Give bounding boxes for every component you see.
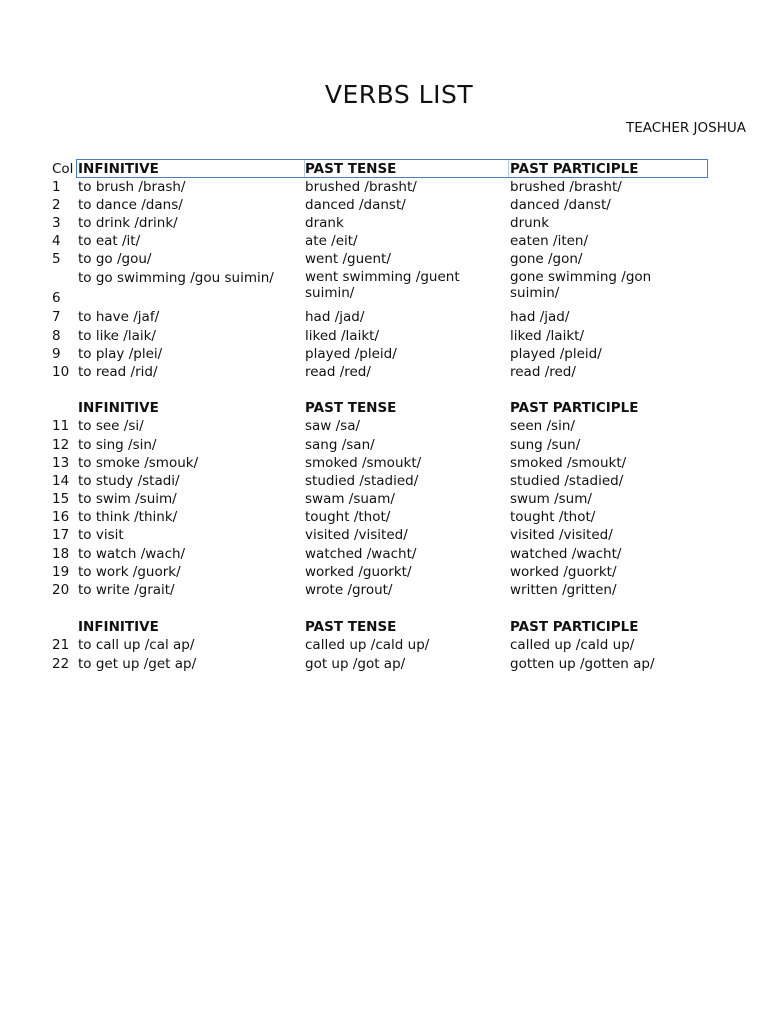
past-participle-cell[interactable]: had /jad/ bbox=[510, 309, 570, 325]
past-tense-cell[interactable]: sang /san/ bbox=[305, 437, 375, 453]
past-tense-cell[interactable]: visited /visited/ bbox=[305, 527, 408, 543]
past-participle-cell[interactable]: gotten up /gotten ap/ bbox=[510, 656, 655, 672]
past-tense-cell[interactable]: got up /got ap/ bbox=[305, 656, 406, 672]
header-past-participle[interactable]: PAST PARTICIPLE bbox=[510, 161, 639, 177]
table-row bbox=[0, 636, 768, 654]
past-participle-cell[interactable]: brushed /brasht/ bbox=[510, 179, 622, 195]
table-row bbox=[0, 655, 768, 673]
past-participle-cell[interactable]: tought /thot/ bbox=[510, 509, 596, 525]
past-participle-cell[interactable]: smoked /smoukt/ bbox=[510, 455, 627, 471]
header-row bbox=[0, 618, 768, 636]
row-number: 14 bbox=[52, 473, 70, 489]
past-tense-cell[interactable]: saw /sa/ bbox=[305, 418, 361, 434]
infinitive-cell[interactable]: to swim /suim/ bbox=[78, 491, 177, 507]
table-row bbox=[0, 214, 768, 232]
row-number: 20 bbox=[52, 582, 70, 598]
infinitive-cell[interactable]: to write /grait/ bbox=[78, 582, 175, 598]
row-number: 11 bbox=[52, 418, 70, 434]
header-row bbox=[0, 399, 768, 417]
row-number: 17 bbox=[52, 527, 70, 543]
header-infinitive[interactable]: INFINITIVE bbox=[78, 400, 159, 416]
table-row bbox=[0, 472, 768, 490]
past-tense-cell[interactable]: had /jad/ bbox=[305, 309, 365, 325]
table-row bbox=[0, 308, 768, 326]
row-number: 13 bbox=[52, 455, 70, 471]
table-row bbox=[0, 178, 768, 196]
past-participle-cell[interactable]: sung /sun/ bbox=[510, 437, 581, 453]
table-row bbox=[0, 508, 768, 526]
row-number: 8 bbox=[52, 328, 61, 344]
past-tense-cell[interactable]: watched /wacht/ bbox=[305, 546, 417, 562]
table-row bbox=[0, 232, 768, 250]
past-tense-cell[interactable]: brushed /brasht/ bbox=[305, 179, 417, 195]
row-number: 21 bbox=[52, 637, 70, 653]
row-number: 9 bbox=[52, 346, 61, 362]
row-number: 16 bbox=[52, 509, 70, 525]
past-tense-cell[interactable]: went /guent/ bbox=[305, 251, 391, 267]
infinitive-cell[interactable]: to sing /sin/ bbox=[78, 437, 157, 453]
col-label: Col bbox=[52, 161, 74, 177]
past-participle-cell[interactable]: read /red/ bbox=[510, 364, 576, 380]
document-title: VERBS LIST bbox=[324, 80, 474, 109]
past-tense-cell[interactable]: worked /guorkt/ bbox=[305, 564, 412, 580]
past-participle-cell[interactable]: gone /gon/ bbox=[510, 251, 583, 267]
past-participle-cell[interactable]: gone swimming /gon suimin/ bbox=[510, 269, 652, 301]
table-row bbox=[0, 563, 768, 581]
past-participle-cell[interactable]: written /gritten/ bbox=[510, 582, 617, 598]
past-tense-cell[interactable]: called up /cald up/ bbox=[305, 637, 430, 653]
infinitive-cell[interactable]: to go /gou/ bbox=[78, 251, 152, 267]
past-participle-cell[interactable]: seen /sin/ bbox=[510, 418, 575, 434]
table-row bbox=[0, 581, 768, 599]
infinitive-cell[interactable]: to go swimming /gou suimin/ bbox=[78, 270, 274, 286]
past-participle-cell[interactable]: swum /sum/ bbox=[510, 491, 592, 507]
past-participle-cell[interactable]: watched /wacht/ bbox=[510, 546, 622, 562]
infinitive-cell[interactable]: to like /laik/ bbox=[78, 328, 156, 344]
past-tense-cell[interactable]: drank bbox=[305, 215, 344, 231]
infinitive-cell[interactable]: to read /rid/ bbox=[78, 364, 158, 380]
past-participle-cell[interactable]: called up /cald up/ bbox=[510, 637, 635, 653]
row-number: 12 bbox=[52, 437, 70, 453]
table-row bbox=[0, 363, 768, 381]
past-participle-cell[interactable]: played /pleid/ bbox=[510, 346, 602, 362]
header-infinitive[interactable]: INFINITIVE bbox=[78, 619, 159, 635]
row-number: 2 bbox=[52, 197, 61, 213]
table-row bbox=[0, 345, 768, 363]
row-number: 1 bbox=[52, 179, 61, 195]
document-author: TEACHER JOSHUA bbox=[626, 120, 746, 136]
header-past-tense[interactable]: PAST TENSE bbox=[305, 400, 397, 416]
infinitive-cell[interactable]: to eat /it/ bbox=[78, 233, 141, 249]
infinitive-cell[interactable]: to play /plei/ bbox=[78, 346, 163, 362]
table-row bbox=[0, 269, 768, 307]
past-tense-cell[interactable]: went swimming /guent suimin/ bbox=[305, 269, 460, 301]
infinitive-cell[interactable]: to smoke /smouk/ bbox=[78, 455, 199, 471]
table-row bbox=[0, 490, 768, 508]
header-past-participle[interactable]: PAST PARTICIPLE bbox=[510, 400, 639, 416]
past-participle-cell[interactable]: liked /laikt/ bbox=[510, 328, 584, 344]
header-past-tense[interactable]: PAST TENSE bbox=[305, 161, 397, 177]
table-row bbox=[0, 454, 768, 472]
past-tense-cell[interactable]: tought /thot/ bbox=[305, 509, 391, 525]
row-number: 15 bbox=[52, 491, 70, 507]
infinitive-cell[interactable]: to have /jaf/ bbox=[78, 309, 160, 325]
table-row bbox=[0, 526, 768, 544]
infinitive-cell[interactable]: to work /guork/ bbox=[78, 564, 181, 580]
infinitive-cell[interactable]: to call up /cal ap/ bbox=[78, 637, 195, 653]
infinitive-cell[interactable]: to study /stadi/ bbox=[78, 473, 180, 489]
table-row bbox=[0, 250, 768, 268]
infinitive-cell[interactable]: to visit bbox=[78, 527, 124, 543]
row-number: 10 bbox=[52, 364, 70, 380]
row-number: 22 bbox=[52, 656, 70, 672]
past-tense-cell[interactable]: danced /danst/ bbox=[305, 197, 406, 213]
table-row bbox=[0, 436, 768, 454]
past-tense-cell[interactable]: wrote /grout/ bbox=[305, 582, 393, 598]
table-row bbox=[0, 417, 768, 435]
past-participle-cell[interactable]: worked /guorkt/ bbox=[510, 564, 617, 580]
infinitive-cell[interactable]: to drink /drink/ bbox=[78, 215, 178, 231]
header-past-participle[interactable]: PAST PARTICIPLE bbox=[510, 619, 639, 635]
header-past-tense[interactable]: PAST TENSE bbox=[305, 619, 397, 635]
header-infinitive[interactable]: INFINITIVE bbox=[78, 161, 159, 177]
past-participle-cell[interactable]: eaten /iten/ bbox=[510, 233, 589, 249]
row-number: 7 bbox=[52, 309, 61, 325]
row-number: 18 bbox=[52, 546, 70, 562]
past-tense-cell[interactable]: played /pleid/ bbox=[305, 346, 397, 362]
row-number: 5 bbox=[52, 251, 61, 267]
row-number: 19 bbox=[52, 564, 70, 580]
past-tense-cell[interactable]: liked /laikt/ bbox=[305, 328, 379, 344]
infinitive-cell[interactable]: to think /think/ bbox=[78, 509, 178, 525]
header-row bbox=[0, 160, 768, 178]
row-number: 4 bbox=[52, 233, 61, 249]
table-row bbox=[0, 196, 768, 214]
infinitive-cell[interactable]: to dance /dans/ bbox=[78, 197, 183, 213]
row-number: 3 bbox=[52, 215, 61, 231]
infinitive-cell[interactable]: to watch /wach/ bbox=[78, 546, 186, 562]
past-tense-cell[interactable]: smoked /smoukt/ bbox=[305, 455, 422, 471]
infinitive-cell[interactable]: to brush /brash/ bbox=[78, 179, 186, 195]
past-tense-cell[interactable]: swam /suam/ bbox=[305, 491, 395, 507]
table-row bbox=[0, 327, 768, 345]
past-participle-cell[interactable]: danced /danst/ bbox=[510, 197, 611, 213]
past-participle-cell[interactable]: visited /visited/ bbox=[510, 527, 613, 543]
past-tense-cell[interactable]: ate /eit/ bbox=[305, 233, 358, 249]
past-tense-cell[interactable]: studied /stadied/ bbox=[305, 473, 419, 489]
past-participle-cell[interactable]: drunk bbox=[510, 215, 550, 231]
past-tense-cell[interactable]: read /red/ bbox=[305, 364, 371, 380]
row-number: 6 bbox=[52, 290, 61, 306]
infinitive-cell[interactable]: to get up /get ap/ bbox=[78, 656, 197, 672]
table-row bbox=[0, 545, 768, 563]
past-participle-cell[interactable]: studied /stadied/ bbox=[510, 473, 624, 489]
infinitive-cell[interactable]: to see /si/ bbox=[78, 418, 144, 434]
